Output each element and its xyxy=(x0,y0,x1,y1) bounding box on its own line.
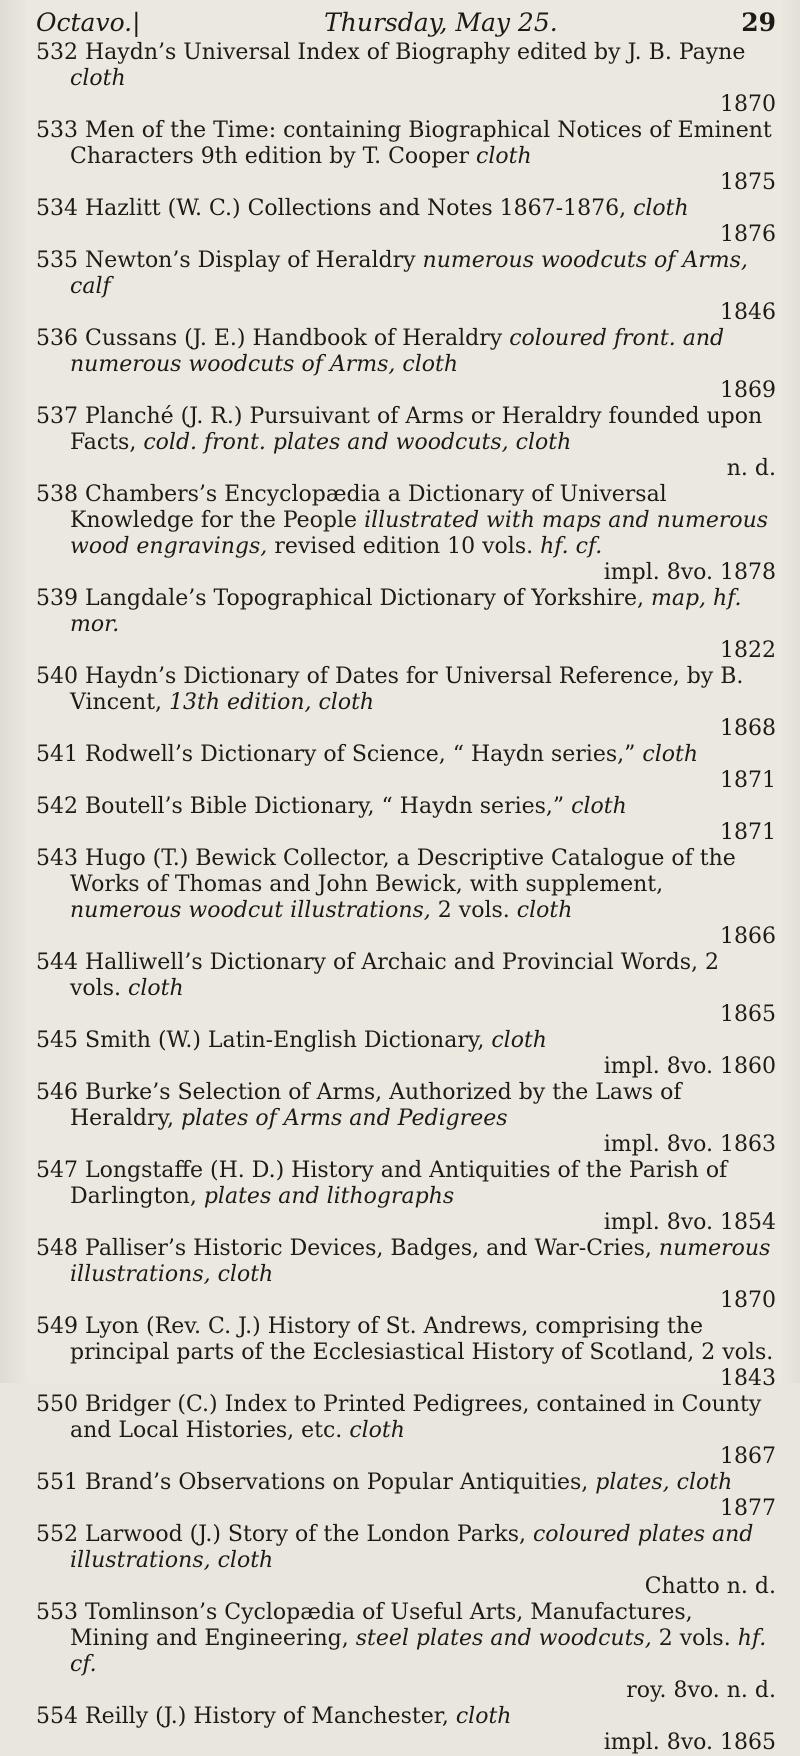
lot-title: Haydn’s Universal Index of Biography edited by J. B. Payne xyxy=(85,40,746,65)
lot-title: Hugo (T.) Bewick Collector, a Descriptive Catalogue of the Works of Thomas and John Bewick, with supplement, xyxy=(70,846,736,897)
running-head xyxy=(36,6,776,40)
lot-entry xyxy=(36,482,776,586)
lot-date: 1867 xyxy=(720,1444,776,1469)
lot-number: 554 xyxy=(36,1704,78,1729)
lot-title: Larwood (J.) Story of the London Parks, xyxy=(85,1522,526,1547)
lot-date: 1869 xyxy=(720,378,776,403)
lot-date: 1866 xyxy=(720,924,776,949)
lot-description: cloth xyxy=(571,794,627,819)
lot-title: Halliwell’s Dictionary of Archaic and Provincial Words, 2 vols. xyxy=(70,950,719,1001)
lot-entry xyxy=(36,1392,776,1470)
lot-number: 552 xyxy=(36,1522,78,1547)
lot-entry xyxy=(36,846,776,950)
lot-date: 1870 xyxy=(720,1288,776,1313)
lot-date: impl. 8vo. 1860 xyxy=(603,1054,776,1079)
lot-title: Men of the Time: containing Biographical Notices of Eminent Characters 9th edition by T. Cooper xyxy=(70,118,772,169)
lot-description: plates of Arms and Pedigrees xyxy=(180,1106,508,1131)
lot-description: plates, cloth xyxy=(595,1470,733,1495)
lot-entry xyxy=(36,1158,776,1236)
lot-title: Tomlinson’s Cyclopædia of Useful Arts, Manufactures, Mining and Engineering, xyxy=(70,1600,693,1651)
lot-date: 1865 xyxy=(720,1002,776,1027)
lot-entry xyxy=(36,1236,776,1314)
lot-volumes: revised edition 10 vols. xyxy=(274,534,534,559)
lot-description: cloth xyxy=(70,66,126,91)
lot-number: 550 xyxy=(36,1392,78,1417)
lot-date: impl. 8vo. 1863 xyxy=(603,1132,776,1157)
lot-entry xyxy=(36,40,776,118)
lot-date: 1871 xyxy=(720,768,776,793)
lot-title: Langdale’s Topographical Dictionary of Yorkshire, xyxy=(85,586,644,611)
lot-number: 538 xyxy=(36,482,78,507)
lot-number: 546 xyxy=(36,1080,78,1105)
lot-description: plates and lithographs xyxy=(203,1184,455,1209)
lot-title: Bridger (C.) Index to Printed Pedigrees, contained in County and Local Histories, etc. xyxy=(70,1392,762,1443)
lot-date: impl. 8vo. 1865 xyxy=(603,1730,776,1755)
lot-description: 13th edition, cloth xyxy=(169,690,375,715)
lot-number: 551 xyxy=(36,1470,78,1495)
lot-description: cold. front. plates and woodcuts, cloth xyxy=(143,430,572,455)
lot-number: 541 xyxy=(36,742,78,767)
lot-title: Rodwell’s Dictionary of Science, “ Haydn series,” xyxy=(85,742,636,767)
lot-entry xyxy=(36,1470,776,1522)
lot-date: 1843 xyxy=(720,1366,776,1391)
lot-number: 543 xyxy=(36,846,78,871)
lot-number: 545 xyxy=(36,1028,78,1053)
lot-list xyxy=(36,40,776,1756)
lot-description: cloth xyxy=(128,976,184,1001)
lot-entry xyxy=(36,1028,776,1080)
lot-description: cloth xyxy=(476,144,532,169)
lot-description: coloured front. and numerous woodcuts of Arms, cloth xyxy=(70,326,725,377)
lot-entry xyxy=(36,586,776,664)
lot-date: Chatto n. d. xyxy=(644,1574,776,1599)
lot-number: 549 xyxy=(36,1314,78,1339)
lot-title: Newton’s Display of Heraldry xyxy=(85,248,416,273)
lot-date: 1846 xyxy=(720,300,776,325)
lot-number: 536 xyxy=(36,326,78,351)
lot-number: 533 xyxy=(36,118,78,143)
lot-title: Palliser’s Historic Devices, Badges, and War-Cries, xyxy=(85,1236,652,1261)
lot-binding: cloth xyxy=(516,898,573,923)
lot-entry xyxy=(36,742,776,794)
lot-entry xyxy=(36,118,776,196)
lot-number: 548 xyxy=(36,1236,78,1261)
lot-number: 537 xyxy=(36,404,78,429)
lot-entry xyxy=(36,1522,776,1600)
lot-entry xyxy=(36,404,776,482)
lot-title: Longstaffe (H. D.) History and Antiquities of the Parish of Darlington, xyxy=(70,1158,728,1209)
lot-volumes: 2 vols. xyxy=(437,898,510,923)
lot-title: Brand’s Observations on Popular Antiquities, xyxy=(85,1470,589,1495)
lot-date: n. d. xyxy=(726,456,776,481)
lot-description: steel plates and woodcuts, xyxy=(355,1626,652,1651)
lot-binding: hf. cf. xyxy=(540,534,603,559)
lot-description: cloth xyxy=(455,1704,512,1729)
lot-title: Haydn’s Dictionary of Dates for Universal Reference, by B. Vincent, xyxy=(70,664,744,715)
lot-description: map, hf. mor. xyxy=(70,586,742,637)
lot-date: 1875 xyxy=(720,170,776,195)
lot-number: 535 xyxy=(36,248,78,273)
lot-description: illustrated with maps and numerous wood engravings, xyxy=(70,508,769,559)
lot-number: 542 xyxy=(36,794,78,819)
lot-entry xyxy=(36,1080,776,1158)
lot-title: Smith (W.) Latin-English Dictionary, xyxy=(85,1028,485,1053)
sale-date: Thursday, May 25. xyxy=(324,8,558,37)
lot-description: cloth xyxy=(349,1418,405,1443)
lot-entry xyxy=(36,664,776,742)
lot-binding: hf. cf. xyxy=(70,1626,767,1677)
lot-description: cloth xyxy=(633,196,689,221)
lot-entry xyxy=(36,1600,776,1704)
lot-title: Boutell’s Bible Dictionary, “ Haydn series,” xyxy=(85,794,565,819)
lot-date: roy. 8vo. n. d. xyxy=(626,1678,776,1703)
lot-date: impl. 8vo. 1878 xyxy=(603,560,776,585)
lot-date: 1876 xyxy=(720,222,776,247)
lot-entry xyxy=(36,794,776,846)
lot-entry xyxy=(36,1314,776,1392)
lot-number: 534 xyxy=(36,196,78,221)
lot-number: 532 xyxy=(36,40,78,65)
lot-description: numerous illustrations, cloth xyxy=(70,1236,771,1287)
lot-date: impl. 8vo. 1854 xyxy=(603,1210,776,1235)
lot-title: Reilly (J.) History of Manchester, xyxy=(85,1704,449,1729)
lot-date: 1871 xyxy=(720,820,776,845)
page-number: 29 xyxy=(741,8,776,37)
lot-number: 547 xyxy=(36,1158,78,1183)
lot-entry xyxy=(36,1704,776,1756)
lot-description: cloth xyxy=(491,1028,547,1053)
lot-description: coloured plates and illustrations, cloth xyxy=(70,1522,754,1573)
lot-title: Cussans (J. E.) Handbook of Heraldry xyxy=(85,326,503,351)
section-label: Octavo.| xyxy=(36,8,141,37)
lot-date: 1877 xyxy=(720,1496,776,1521)
lot-number: 544 xyxy=(36,950,78,975)
lot-title: Planché (J. R.) Pursuivant of Arms or Heraldry founded upon Facts, xyxy=(70,404,763,455)
lot-title: Chambers’s Encyclopædia a Dictionary of Universal Knowledge for the People xyxy=(70,482,667,533)
lot-date: 1868 xyxy=(720,716,776,741)
lot-number: 540 xyxy=(36,664,78,689)
lot-description: cloth xyxy=(642,742,699,767)
lot-date: 1870 xyxy=(720,92,776,117)
lot-entry xyxy=(36,248,776,326)
lot-date: 1822 xyxy=(720,638,776,663)
lot-description: numerous woodcuts of Arms, calf xyxy=(70,248,748,299)
lot-description: numerous woodcut illustrations, xyxy=(70,898,431,923)
lot-volumes: 2 vols. xyxy=(658,1626,731,1651)
lot-entry xyxy=(36,196,776,248)
lot-entry xyxy=(36,326,776,404)
lot-entry xyxy=(36,950,776,1028)
lot-title: Lyon (Rev. C. J.) History of St. Andrews, comprising the principal parts of the Ecclesiastical History of Scotland, 2 vols. xyxy=(70,1314,774,1365)
lot-title: Burke’s Selection of Arms, Authorized by the Laws of Heraldry, xyxy=(70,1080,682,1131)
lot-title: Hazlitt (W. C.) Collections and Notes 1867-1876, xyxy=(85,196,627,221)
lot-number: 539 xyxy=(36,586,78,611)
lot-number: 553 xyxy=(36,1600,78,1625)
